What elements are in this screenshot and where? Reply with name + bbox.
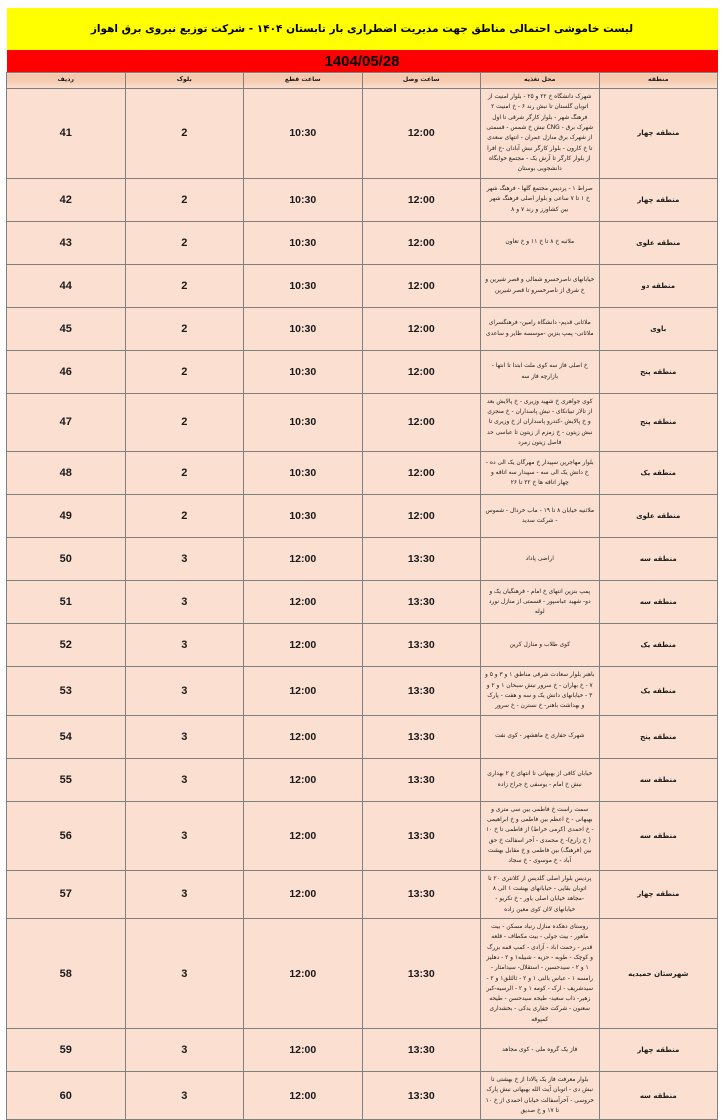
cell-radif: 42 <box>7 178 126 221</box>
cell-block: 2 <box>125 393 244 452</box>
table-row <box>7 350 718 393</box>
cell-zone: منطقه چهار <box>599 89 718 179</box>
cell-place: بلوار معرفت فاز یک پالادا از خ بهشتی تا نبش دی - اتوبان آیت الله بهبهانی نبش پارک خروسی - آخرآسفالت خیابان احمدی از خ ۱۰ تا ۱۷ و خ صدیق <box>481 1072 600 1120</box>
cell-on-time: 13:30 <box>362 918 481 1028</box>
cell-radif: 59 <box>7 1029 126 1072</box>
cell-place: خیابان کافی از بهبهانی تا انتهای خ ۲ بهداری نبش خ امام - یوسفی خ جراح زاده <box>481 758 600 801</box>
cell-off-time: 12:00 <box>244 581 363 624</box>
cell-block: 3 <box>125 581 244 624</box>
cell-off-time: 10:30 <box>244 393 363 452</box>
cell-zone: منطقه پنج <box>599 350 718 393</box>
table-row <box>7 715 718 758</box>
cell-block: 2 <box>125 178 244 221</box>
cell-off-time: 12:00 <box>244 667 363 715</box>
table-row <box>7 801 718 870</box>
cell-block: 3 <box>125 538 244 581</box>
cell-off-time: 12:00 <box>244 1029 363 1072</box>
cell-block: 2 <box>125 350 244 393</box>
table-row <box>7 452 718 495</box>
outage-schedule-table <box>6 8 718 1120</box>
table-row <box>7 624 718 667</box>
cell-on-time: 12:00 <box>362 495 481 538</box>
cell-place: ملاثبه خ ۸ تا خ ۱۱ و خ تعاون <box>481 221 600 264</box>
cell-radif: 45 <box>7 307 126 350</box>
header-place: محل تغذیه <box>481 73 600 89</box>
cell-radif: 52 <box>7 624 126 667</box>
table-row <box>7 667 718 715</box>
header-zone: منطقه <box>599 73 718 89</box>
cell-zone: منطقه یک <box>599 667 718 715</box>
cell-zone: منطقه علوی <box>599 495 718 538</box>
cell-block: 3 <box>125 715 244 758</box>
cell-block: 3 <box>125 918 244 1028</box>
cell-off-time: 10:30 <box>244 307 363 350</box>
cell-block: 3 <box>125 624 244 667</box>
cell-off-time: 10:30 <box>244 452 363 495</box>
cell-place: پمپ بنزین انتهای خ امام - فرهنگیان یک و دو- شهید عباسپور - قسمتی از منازل نورد لوله <box>481 581 600 624</box>
header-radif: ردیف <box>7 73 126 89</box>
cell-zone: منطقه چهار <box>599 870 718 918</box>
table-row <box>7 178 718 221</box>
cell-zone: منطقه پنج <box>599 715 718 758</box>
cell-zone: منطقه سه <box>599 538 718 581</box>
cell-radif: 53 <box>7 667 126 715</box>
cell-zone: منطقه پنج <box>599 393 718 452</box>
cell-on-time: 13:30 <box>362 538 481 581</box>
header-on-time: ساعت وصل <box>362 73 481 89</box>
cell-radif: 44 <box>7 264 126 307</box>
cell-block: 2 <box>125 221 244 264</box>
date-banner-text: 1404/05/28 <box>7 50 718 73</box>
cell-off-time: 10:30 <box>244 178 363 221</box>
header-off-time: ساعت قطع <box>244 73 363 89</box>
cell-block: 3 <box>125 801 244 870</box>
cell-place: فاز یک گروه ملی - کوی مجاهد <box>481 1029 600 1072</box>
table-row <box>7 307 718 350</box>
cell-place: ملاثنیه خیابان ۸ تا ۱۹ - ماب خردال - شموس - شرکت سدید <box>481 495 600 538</box>
cell-block: 2 <box>125 495 244 538</box>
table-row <box>7 538 718 581</box>
cell-block: 2 <box>125 89 244 179</box>
cell-off-time: 10:30 <box>244 264 363 307</box>
cell-block: 3 <box>125 1029 244 1072</box>
cell-on-time: 12:00 <box>362 452 481 495</box>
cell-place: صراط ۱ - پردیس مجتمع گلها - فرهنگ شهر خ ۱ تا ۷ ساعی و بلوار اصلی فرهنگ شهر بین کشاورز و رند ۷ و ۸ <box>481 178 600 221</box>
cell-off-time: 10:30 <box>244 495 363 538</box>
cell-radif: 55 <box>7 758 126 801</box>
cell-on-time: 13:30 <box>362 1072 481 1120</box>
cell-zone: منطقه علوی <box>599 221 718 264</box>
cell-on-time: 13:30 <box>362 758 481 801</box>
cell-block: 2 <box>125 452 244 495</box>
cell-radif: 47 <box>7 393 126 452</box>
cell-on-time: 13:30 <box>362 667 481 715</box>
table-row <box>7 581 718 624</box>
cell-off-time: 12:00 <box>244 758 363 801</box>
cell-block: 3 <box>125 667 244 715</box>
cell-off-time: 10:30 <box>244 350 363 393</box>
data-rows-body <box>7 89 718 1120</box>
table-row <box>7 264 718 307</box>
table-row <box>7 918 718 1028</box>
cell-place: سمت راست خ فاطمی بین سی متری و بهبهانی - خ اعظم بین فاطمی و خ ابراهیمی - خ احمدی (کرمی خراط) از فاطمی تا خ ۱۰ ( خ زارع)- خ محمدی - آخر اسفالت خ حق بین (فرهنگ) بین فاطمی و خ مقابل بهشت آباد - خ موسوی - خ سجاد <box>481 801 600 870</box>
cell-radif: 58 <box>7 918 126 1028</box>
cell-block: 2 <box>125 264 244 307</box>
table-row <box>7 221 718 264</box>
cell-radif: 43 <box>7 221 126 264</box>
table-row <box>7 495 718 538</box>
cell-on-time: 12:00 <box>362 393 481 452</box>
cell-block: 2 <box>125 307 244 350</box>
cell-place: خیابانهای ناصرخسرو شمالی و قصر شیرین و خ شرق از ناصرخسرو تا قصر شیرین <box>481 264 600 307</box>
cell-off-time: 12:00 <box>244 801 363 870</box>
cell-zone: منطقه سه <box>599 758 718 801</box>
cell-off-time: 12:00 <box>244 1072 363 1120</box>
table-row <box>7 1029 718 1072</box>
table-row <box>7 870 718 918</box>
title-banner-row <box>7 8 718 50</box>
cell-on-time: 12:00 <box>362 221 481 264</box>
cell-radif: 49 <box>7 495 126 538</box>
cell-place: روستای دهکده منازل رنباد مسکن - بیت ماهور - بیت جولی - بیت مکطاف - قلعه قدیر - رحمت اباد - آزادی - کمپ قمه بزرگ و کوچک - طوبه - حزیه - شبیله۱ و ۲ - دهلیز ۱ و ۲ - سیدحسین - استقلال- سیدامثار - رامسه ۱ - عباس بالنی ۱ و ۲ - ثالثلق۱ و ۲ - سیدشریف - ارک - کومه ۱ و ۲ - الرسیه-کبر زهیر- ذاب سعید- طیحه سیدحسن - طیحه سعنون - شرکت حفاری یدکی - بخشداری کمپوقه <box>481 918 600 1028</box>
cell-place: ملاثانی قدیم- دانشگاه رامین- فرهنگسرای ملاثانی- پمپ بنزین -موسسه طایر و ساعدی <box>481 307 600 350</box>
cell-on-time: 13:30 <box>362 870 481 918</box>
cell-zone: منطقه دو <box>599 264 718 307</box>
cell-zone: منطقه یک <box>599 624 718 667</box>
cell-off-time: 10:30 <box>244 221 363 264</box>
header-block: بلوک <box>125 73 244 89</box>
table-row <box>7 758 718 801</box>
cell-on-time: 13:30 <box>362 581 481 624</box>
column-header-row <box>7 73 718 89</box>
cell-place: اراضی پاداد <box>481 538 600 581</box>
cell-radif: 46 <box>7 350 126 393</box>
cell-off-time: 12:00 <box>244 870 363 918</box>
table-row <box>7 1072 718 1120</box>
cell-off-time: 10:30 <box>244 89 363 179</box>
cell-zone: باوی <box>599 307 718 350</box>
cell-on-time: 13:30 <box>362 1029 481 1072</box>
cell-radif: 60 <box>7 1072 126 1120</box>
cell-zone: منطقه چهار <box>599 1029 718 1072</box>
cell-off-time: 12:00 <box>244 918 363 1028</box>
cell-zone: منطقه چهار <box>599 178 718 221</box>
cell-on-time: 13:30 <box>362 624 481 667</box>
cell-off-time: 12:00 <box>244 538 363 581</box>
cell-on-time: 12:00 <box>362 178 481 221</box>
cell-place: شهرک حفاری خ ماهشهر - کوی نفت <box>481 715 600 758</box>
cell-radif: 56 <box>7 801 126 870</box>
cell-zone: شهرستان حمیدیه <box>599 918 718 1028</box>
cell-place: کوی طلاب و منازل کرین <box>481 624 600 667</box>
cell-block: 3 <box>125 1072 244 1120</box>
cell-on-time: 12:00 <box>362 89 481 179</box>
table-body <box>7 8 718 89</box>
date-banner-row <box>7 50 718 73</box>
cell-radif: 51 <box>7 581 126 624</box>
cell-place: شهرک دانشگاه خ ۲۲ و ۲۵ - بلوار امنیت از اتوبان گلستان تا نبش رند ۶ - خ امنیت ۲ فرهنگ شهر - بلوار کارگر شرقی تا اول شهرک برق - CNG نبش خ شمس - قسمتی از شهرک برق منازل عمران - انتهای سعدی تا خ کارون - بلوار کارگر نبش آبادان -خ افرا از بلوار کارگر تا آرش یک - مجتمع خوابگاه دانشجویی بوستان <box>481 89 600 179</box>
cell-block: 3 <box>125 870 244 918</box>
cell-on-time: 12:00 <box>362 264 481 307</box>
cell-radif: 48 <box>7 452 126 495</box>
cell-radif: 41 <box>7 89 126 179</box>
cell-on-time: 12:00 <box>362 350 481 393</box>
cell-place: خ اصلی فاز سه کوی ملت ابتدا تا انتها - بازارچه فاز سه <box>481 350 600 393</box>
cell-on-time: 13:30 <box>362 801 481 870</box>
cell-place: کوی جواهری خ شهید وزیری - خ پالایش بعد از تالار تبیانکای - نبش پاسداران - خ منجزی و خ پالایش -کندرو پاسداران از خ وزیری تا نبش زیتون - خ زمزم از زیتون تا عباسی حد فاصل زیتون زمرد <box>481 393 600 452</box>
table-row <box>7 89 718 179</box>
cell-place: بلوار مهاجرین سپیدار خ مهرگان یک الی ده - خ دانش یک الی سه - سپیدار سه اتاقه و چهار اتاقه ها خ ۲۲ تا ۲۶ <box>481 452 600 495</box>
cell-radif: 50 <box>7 538 126 581</box>
cell-zone: منطقه یک <box>599 452 718 495</box>
cell-radif: 57 <box>7 870 126 918</box>
cell-place: باهنر بلوار سعادت شرقی مناطق ۱ و ۳ و ۵ و ۷ - خ بهاران - خ سرور نبش سبحان ۱ و ۲ و ۳ - خیابانهای دانش یک و سه و هفت - پارک و بهداشت باهنر- خ نسترن - خ سرور <box>481 667 600 715</box>
cell-block: 3 <box>125 758 244 801</box>
cell-zone: منطقه سه <box>599 581 718 624</box>
cell-on-time: 12:00 <box>362 307 481 350</box>
cell-off-time: 12:00 <box>244 624 363 667</box>
cell-zone: منطقه سه <box>599 1072 718 1120</box>
table-row <box>7 393 718 452</box>
cell-off-time: 12:00 <box>244 715 363 758</box>
cell-radif: 54 <box>7 715 126 758</box>
title-banner-text: لیست خاموشی احتمالی مناطق جهت مدیریت اضطراری بار تابستان ۱۴۰۴ - شرکت توزیع نیروی برق اهواز <box>7 8 718 50</box>
cell-place: پردیس بلوار اصلی گلدیس از کلانتری ۲۰ تا اتوبان بقایی - خیابانهای بهشت ۱ الی ۸ -مجاهد خیابان اصلی یاور - خ تکریو - خیابانهای لاان کوی معین زاده <box>481 870 600 918</box>
cell-on-time: 13:30 <box>362 715 481 758</box>
cell-zone: منطقه سه <box>599 801 718 870</box>
